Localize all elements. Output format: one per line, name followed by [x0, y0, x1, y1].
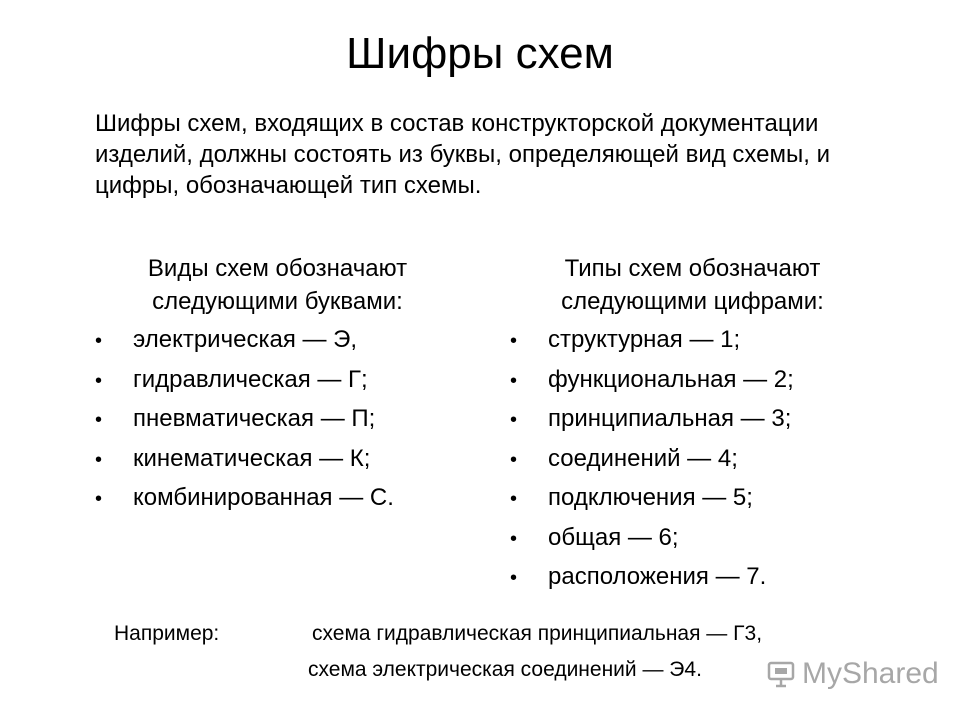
example-label: Например:	[114, 622, 220, 645]
list-item-text: функциональная — 2;	[548, 365, 794, 393]
list-item-text: комбинированная — С.	[133, 484, 394, 511]
bullet-icon: •	[510, 409, 518, 431]
kinds-list	[95, 320, 394, 518]
example-line-1: схема гидравлическая принципиальная — Г3,	[312, 622, 763, 645]
bullet-icon: •	[510, 369, 518, 392]
intro-paragraph: Шифры схем, входящих в состав конструкторской документации изделий, должны состоять из буквы, определяющей вид схемы, и цифры, обозначающей тип схемы.	[95, 110, 830, 199]
list-item-text: кинематическая — К;	[133, 444, 371, 472]
types-heading-line2: следующими цифрами:	[561, 288, 824, 315]
bullet-icon: •	[510, 567, 518, 589]
list-item	[510, 557, 794, 597]
list-item-text: соединений — 4;	[548, 444, 738, 472]
list-item	[95, 320, 394, 360]
list-item	[510, 320, 794, 360]
bullet-icon: •	[95, 448, 103, 471]
bullet-icon: •	[95, 488, 103, 510]
bullet-icon: •	[510, 488, 518, 510]
example-line-2: схема электрическая соединений — Э4.	[308, 658, 702, 681]
list-item	[95, 399, 394, 439]
types-heading	[505, 252, 880, 318]
types-list	[510, 320, 794, 597]
bullet-icon: •	[95, 369, 103, 392]
bullet-icon: •	[510, 448, 518, 471]
list-item-text: подключения — 5;	[548, 484, 753, 511]
list-item-text: принципиальная — 3;	[548, 405, 792, 432]
list-item-text: гидравлическая — Г;	[133, 365, 368, 393]
projector-screen-icon	[766, 659, 796, 689]
list-item-text: пневматическая — П;	[133, 405, 376, 432]
list-item	[95, 360, 394, 400]
list-item-text: расположения — 7.	[548, 563, 767, 590]
list-item	[95, 478, 394, 518]
bullet-icon: •	[510, 330, 518, 352]
types-heading-line1: Типы схем обозначают	[564, 255, 821, 282]
list-item	[510, 518, 794, 558]
bullet-icon: •	[95, 330, 103, 352]
watermark-text: MyShared	[802, 657, 939, 690]
bullet-icon: •	[95, 409, 103, 431]
list-item-text: структурная — 1;	[548, 326, 741, 353]
kinds-heading	[105, 252, 450, 318]
list-item	[510, 399, 794, 439]
watermark-logo	[766, 654, 939, 694]
list-item	[95, 439, 394, 479]
bullet-icon: •	[510, 527, 518, 550]
list-item	[510, 478, 794, 518]
list-item-text: общая — 6;	[548, 523, 679, 551]
list-item	[510, 360, 794, 400]
kinds-heading-line2: следующими буквами:	[152, 288, 403, 315]
kinds-heading-line1: Виды схем обозначают	[147, 255, 408, 282]
list-item	[510, 439, 794, 479]
list-item-text: электрическая — Э,	[133, 326, 358, 353]
slide-title: Шифры схем	[346, 29, 614, 78]
